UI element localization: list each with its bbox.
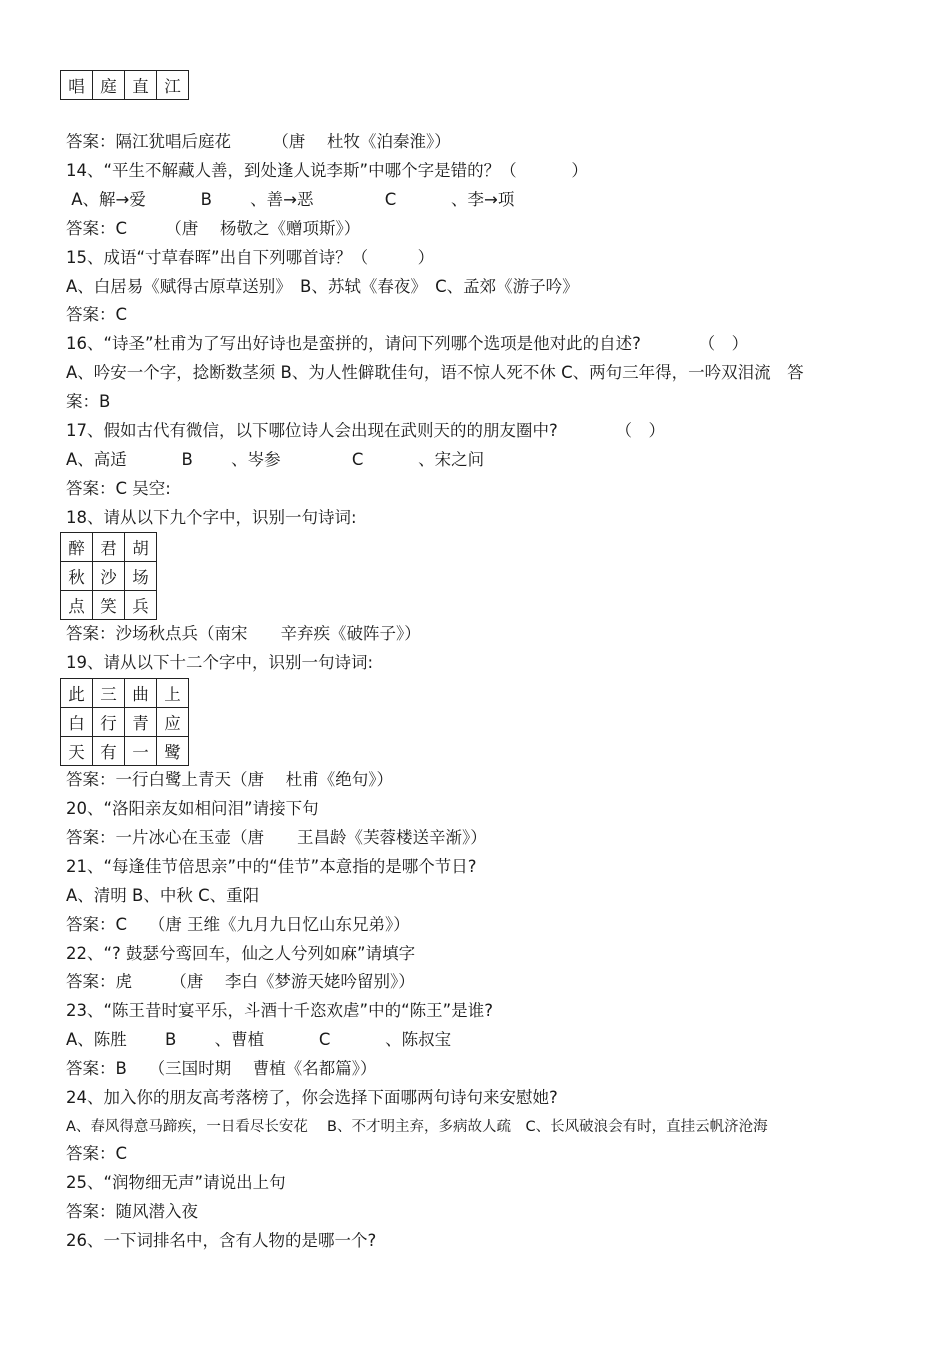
question-14: 14、“平生不解藏人善，到处逢人说李斯”中哪个字是错的？（ ） xyxy=(66,161,588,180)
answer-23: 答案：B （三国时期 曹植《名都篇》） xyxy=(66,1059,377,1078)
grid-row xyxy=(61,591,157,620)
question-26: 26、一下词排名中，含有人物的是哪一个? xyxy=(66,1231,377,1250)
question-21: 21、“每逢佳节倍思亲”中的“佳节”本意指的是哪个节日? xyxy=(66,857,477,876)
grid-cell: 有 xyxy=(93,737,125,766)
options-15: A、白居易《赋得古原草送别》 B、苏轼《春夜》 C、孟郊《游子吟》 xyxy=(66,277,579,296)
grid-cell: 三 xyxy=(93,679,125,708)
grid-row xyxy=(61,71,189,100)
grid-cell: 一 xyxy=(125,737,157,766)
question-15: 15、成语“寸草春晖”出自下列哪首诗？（ ） xyxy=(66,248,435,267)
options-24: A、春风得意马蹄疾，一日看尽长安花 B、不才明主弃，多病故人疏 C、长风破浪会有时，直挂云帆济沧海 xyxy=(66,1119,768,1135)
character-grid-19 xyxy=(60,678,189,766)
grid-cell: 唱 xyxy=(61,71,93,100)
grid-cell: 庭 xyxy=(93,71,125,100)
grid-row xyxy=(61,708,189,737)
options-21: A、清明 B、中秋 C、重阳 xyxy=(66,886,260,905)
grid-cell: 青 xyxy=(125,708,157,737)
grid-row xyxy=(61,533,157,562)
answer-18: 答案：沙场秋点兵（南宋 辛弃疾《破阵子》） xyxy=(66,624,421,643)
grid-row xyxy=(61,737,189,766)
question-19: 19、请从以下十二个字中，识别一句诗词: xyxy=(66,653,374,672)
character-grid-13 xyxy=(60,70,189,100)
grid-cell: 直 xyxy=(125,71,157,100)
grid-cell: 沙 xyxy=(93,562,125,591)
grid-cell: 江 xyxy=(157,71,189,100)
question-18: 18、请从以下九个字中，识别一句诗词: xyxy=(66,508,357,527)
grid-cell: 应 xyxy=(157,708,189,737)
grid-cell: 此 xyxy=(61,679,93,708)
question-17: 17、假如古代有微信，以下哪位诗人会出现在武则天的的朋友圈中? （ ） xyxy=(66,421,666,440)
grid-cell: 兵 xyxy=(125,591,157,620)
answer-16: 案：B xyxy=(66,392,111,411)
grid-row xyxy=(61,679,189,708)
answer-22: 答案：虎 （唐 李白《梦游天姥吟留别》） xyxy=(66,972,415,991)
options-14: A、解→爱 B 、善→恶 C 、李→项 xyxy=(66,190,515,209)
question-22: 22、“? 鼓瑟兮鸾回车，仙之人兮列如麻”请填字 xyxy=(66,944,416,963)
grid-cell: 行 xyxy=(93,708,125,737)
question-23: 23、“陈王昔时宴平乐，斗酒十千恣欢虐”中的“陈王”是谁? xyxy=(66,1001,493,1020)
options-17: A、高适 B 、岑参 C 、宋之问 xyxy=(66,450,485,469)
grid-cell: 上 xyxy=(157,679,189,708)
grid-cell: 点 xyxy=(61,591,93,620)
grid-cell: 曲 xyxy=(125,679,157,708)
answer-14: 答案：C （唐 杨敬之《赠项斯》） xyxy=(66,219,361,238)
grid-cell: 场 xyxy=(125,562,157,591)
grid-cell: 秋 xyxy=(61,562,93,591)
question-16: 16、“诗圣”杜甫为了写出好诗也是蛮拼的，请问下列哪个选项是他对此的自述? （ ） xyxy=(66,334,749,353)
question-24: 24、加入你的朋友高考落榜了，你会选择下面哪两句诗句来安慰她? xyxy=(66,1088,558,1107)
answer-24: 答案：C xyxy=(66,1144,128,1163)
grid-row xyxy=(61,562,157,591)
grid-cell: 笑 xyxy=(93,591,125,620)
grid-cell: 胡 xyxy=(125,533,157,562)
question-25: 25、“润物细无声”请说出上句 xyxy=(66,1173,286,1192)
answer-21: 答案：C （唐 王维《九月九日忆山东兄弟》） xyxy=(66,915,410,934)
grid-cell: 醉 xyxy=(61,533,93,562)
answer-20: 答案：一片冰心在玉壶（唐 王昌龄《芙蓉楼送辛渐》） xyxy=(66,828,487,847)
grid-cell: 白 xyxy=(61,708,93,737)
answer-13: 答案：隔江犹唱后庭花 （唐 杜牧《泊秦淮》） xyxy=(66,132,451,151)
answer-25: 答案：随风潜入夜 xyxy=(66,1202,198,1221)
options-23: A、陈胜 B 、曹植 C 、陈叔宝 xyxy=(66,1030,452,1049)
answer-17: 答案：C 吴空: xyxy=(66,479,171,498)
grid-cell: 鹭 xyxy=(157,737,189,766)
character-grid-18 xyxy=(60,532,157,620)
grid-cell: 君 xyxy=(93,533,125,562)
options-16: A、吟安一个字，捻断数茎须 B、为人性僻耽佳句，语不惊人死不休 C、两句三年得，一吟双泪流 答 xyxy=(66,363,804,382)
grid-cell: 天 xyxy=(61,737,93,766)
question-20: 20、“洛阳亲友如相问泪”请接下句 xyxy=(66,799,319,818)
answer-19: 答案：一行白鹭上青天（唐 杜甫《绝句》） xyxy=(66,770,393,789)
answer-15: 答案：C xyxy=(66,305,128,324)
